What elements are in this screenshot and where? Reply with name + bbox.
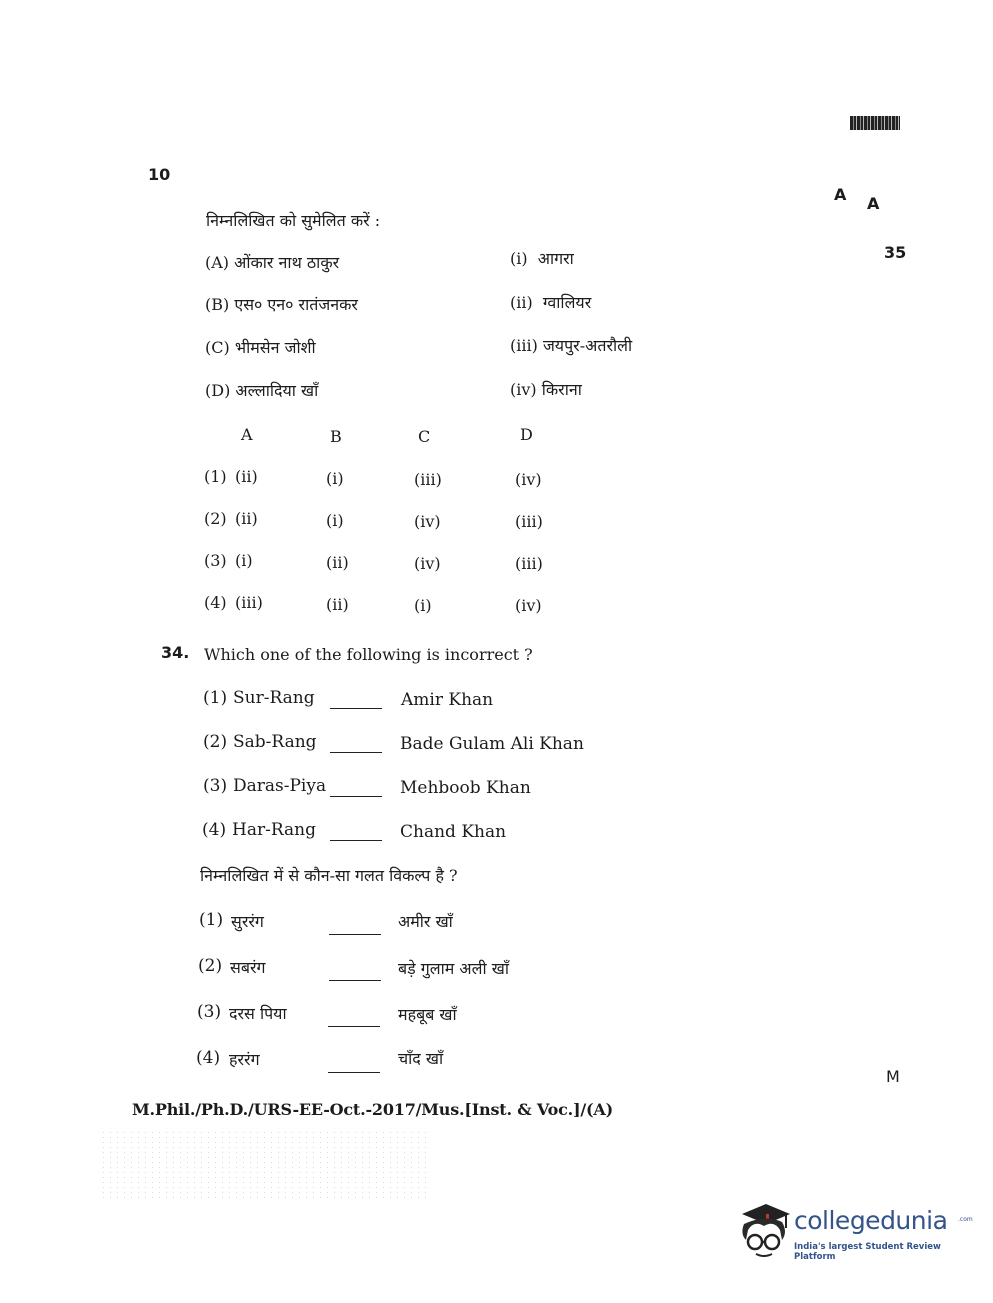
margin-letter-1: A (834, 185, 847, 204)
option-dash (328, 1016, 380, 1035)
scan-mark (850, 116, 900, 130)
option-num: (2) (203, 732, 228, 752)
margin-letter-2: A (867, 194, 880, 213)
option-left: सबरंग (230, 958, 266, 977)
option-d: (iv) (515, 470, 542, 489)
option-left: हररंग (229, 1050, 260, 1069)
option-b: (ii) (326, 595, 349, 614)
option-d: (iii) (515, 554, 543, 573)
option-a: (ii) (235, 509, 258, 528)
header-a: A (241, 425, 253, 444)
q33-right-item (510, 334, 632, 356)
option-num: (2) (204, 509, 227, 528)
brand-suffix: .com (958, 1216, 973, 1223)
option-num: (3) (203, 776, 228, 796)
collegedunia-logo (736, 1200, 973, 1262)
q34-question-hindi: निम्नलिखित में से कौन-सा गलत विकल्प है ? (200, 866, 458, 885)
option-num: (2) (198, 956, 223, 976)
option-dash (330, 698, 382, 717)
option-num: (1) (199, 910, 224, 930)
option-right: बड़े गुलाम अली खाँ (398, 959, 509, 978)
brand-tagline: India's largest Student Review Platform (794, 1242, 941, 1262)
item-label: (i) (510, 249, 528, 268)
item-text: भीमसेन जोशी (234, 338, 316, 357)
item-text: ग्वालियर (542, 293, 592, 312)
scan-noise (100, 1130, 430, 1200)
option-left: Daras-Piya (233, 776, 327, 796)
item-label: (C) (205, 338, 230, 357)
item-label: (iv) (510, 380, 537, 399)
option-a: (ii) (235, 467, 258, 486)
item-text: एस० एन० रातंजनकर (234, 295, 358, 314)
option-dash (329, 970, 381, 989)
option-right: Chand Khan (400, 822, 507, 842)
option-c: (iv) (414, 512, 441, 531)
item-label: (iii) (510, 336, 538, 355)
q34-number: 34. (161, 643, 190, 662)
q33-left-item (205, 336, 316, 358)
option-num: (3) (197, 1002, 222, 1022)
option-left: दरस पिया (229, 1004, 287, 1023)
item-label: (ii) (510, 293, 533, 312)
option-c: (iv) (414, 554, 441, 573)
option-right: चाँद खाँ (398, 1049, 444, 1068)
option-num: (4) (196, 1048, 221, 1068)
header-d: D (520, 425, 533, 444)
option-num: (3) (204, 551, 227, 570)
header-b: B (330, 427, 342, 446)
option-num: (4) (202, 820, 227, 840)
option-a: (i) (235, 551, 253, 570)
option-right: महबूब खाँ (398, 1005, 457, 1024)
option-b: (ii) (326, 553, 349, 572)
option-right: Bade Gulam Ali Khan (400, 734, 584, 754)
brand-name: collegedunia (794, 1206, 948, 1235)
item-text: आगरा (537, 249, 574, 268)
option-b: (i) (326, 469, 344, 488)
item-label: (A) (205, 253, 230, 272)
option-right: अमीर खाँ (398, 912, 453, 931)
q33-right-item (510, 247, 574, 269)
option-c: (i) (414, 596, 432, 615)
header-c: C (418, 427, 431, 446)
margin-bottom-letter: M (886, 1067, 900, 1086)
option-left: सुररंग (231, 912, 264, 931)
q33-right-item (510, 378, 582, 400)
item-label: (B) (205, 295, 230, 314)
q34-question: Which one of the following is incorrect ? (204, 645, 533, 664)
option-right: Amir Khan (401, 690, 494, 710)
option-num: (1) (204, 467, 227, 486)
item-text: जयपुर-अतरौली (542, 336, 633, 355)
mascot-icon (736, 1200, 794, 1262)
item-text: किराना (541, 380, 582, 399)
option-d: (iv) (515, 596, 542, 615)
option-left: Har-Rang (232, 820, 316, 840)
option-c: (iii) (414, 470, 442, 489)
option-b: (i) (326, 511, 344, 530)
option-num: (1) (203, 688, 228, 708)
option-a: (iii) (235, 593, 263, 612)
q33-left-item (205, 251, 339, 273)
item-label: (D) (205, 381, 231, 400)
item-text: ओंकार नाथ ठाकुर (234, 253, 340, 272)
q33-left-item (205, 293, 358, 315)
option-right: Mehboob Khan (400, 778, 531, 798)
option-dash (329, 924, 381, 943)
option-dash (330, 742, 382, 761)
option-num: (4) (204, 593, 227, 612)
q33-instruction: निम्नलिखित को सुमेलित करें : (206, 211, 381, 230)
page-number: 10 (148, 165, 171, 184)
option-dash (330, 786, 382, 805)
option-d: (iii) (515, 512, 543, 531)
paper-code-footer: M.Phil./Ph.D./URS-EE-Oct.-2017/Mus.[Inst. & Voc.]/(A) (132, 1100, 613, 1119)
q33-right-item (510, 291, 591, 313)
option-dash (330, 830, 382, 849)
q33-left-item (205, 379, 318, 401)
margin-number: 35 (884, 243, 907, 262)
option-left: Sab-Rang (233, 732, 317, 752)
option-left: Sur-Rang (233, 688, 315, 708)
item-text: अल्लादिया खाँ (235, 381, 319, 400)
option-dash (328, 1062, 380, 1081)
